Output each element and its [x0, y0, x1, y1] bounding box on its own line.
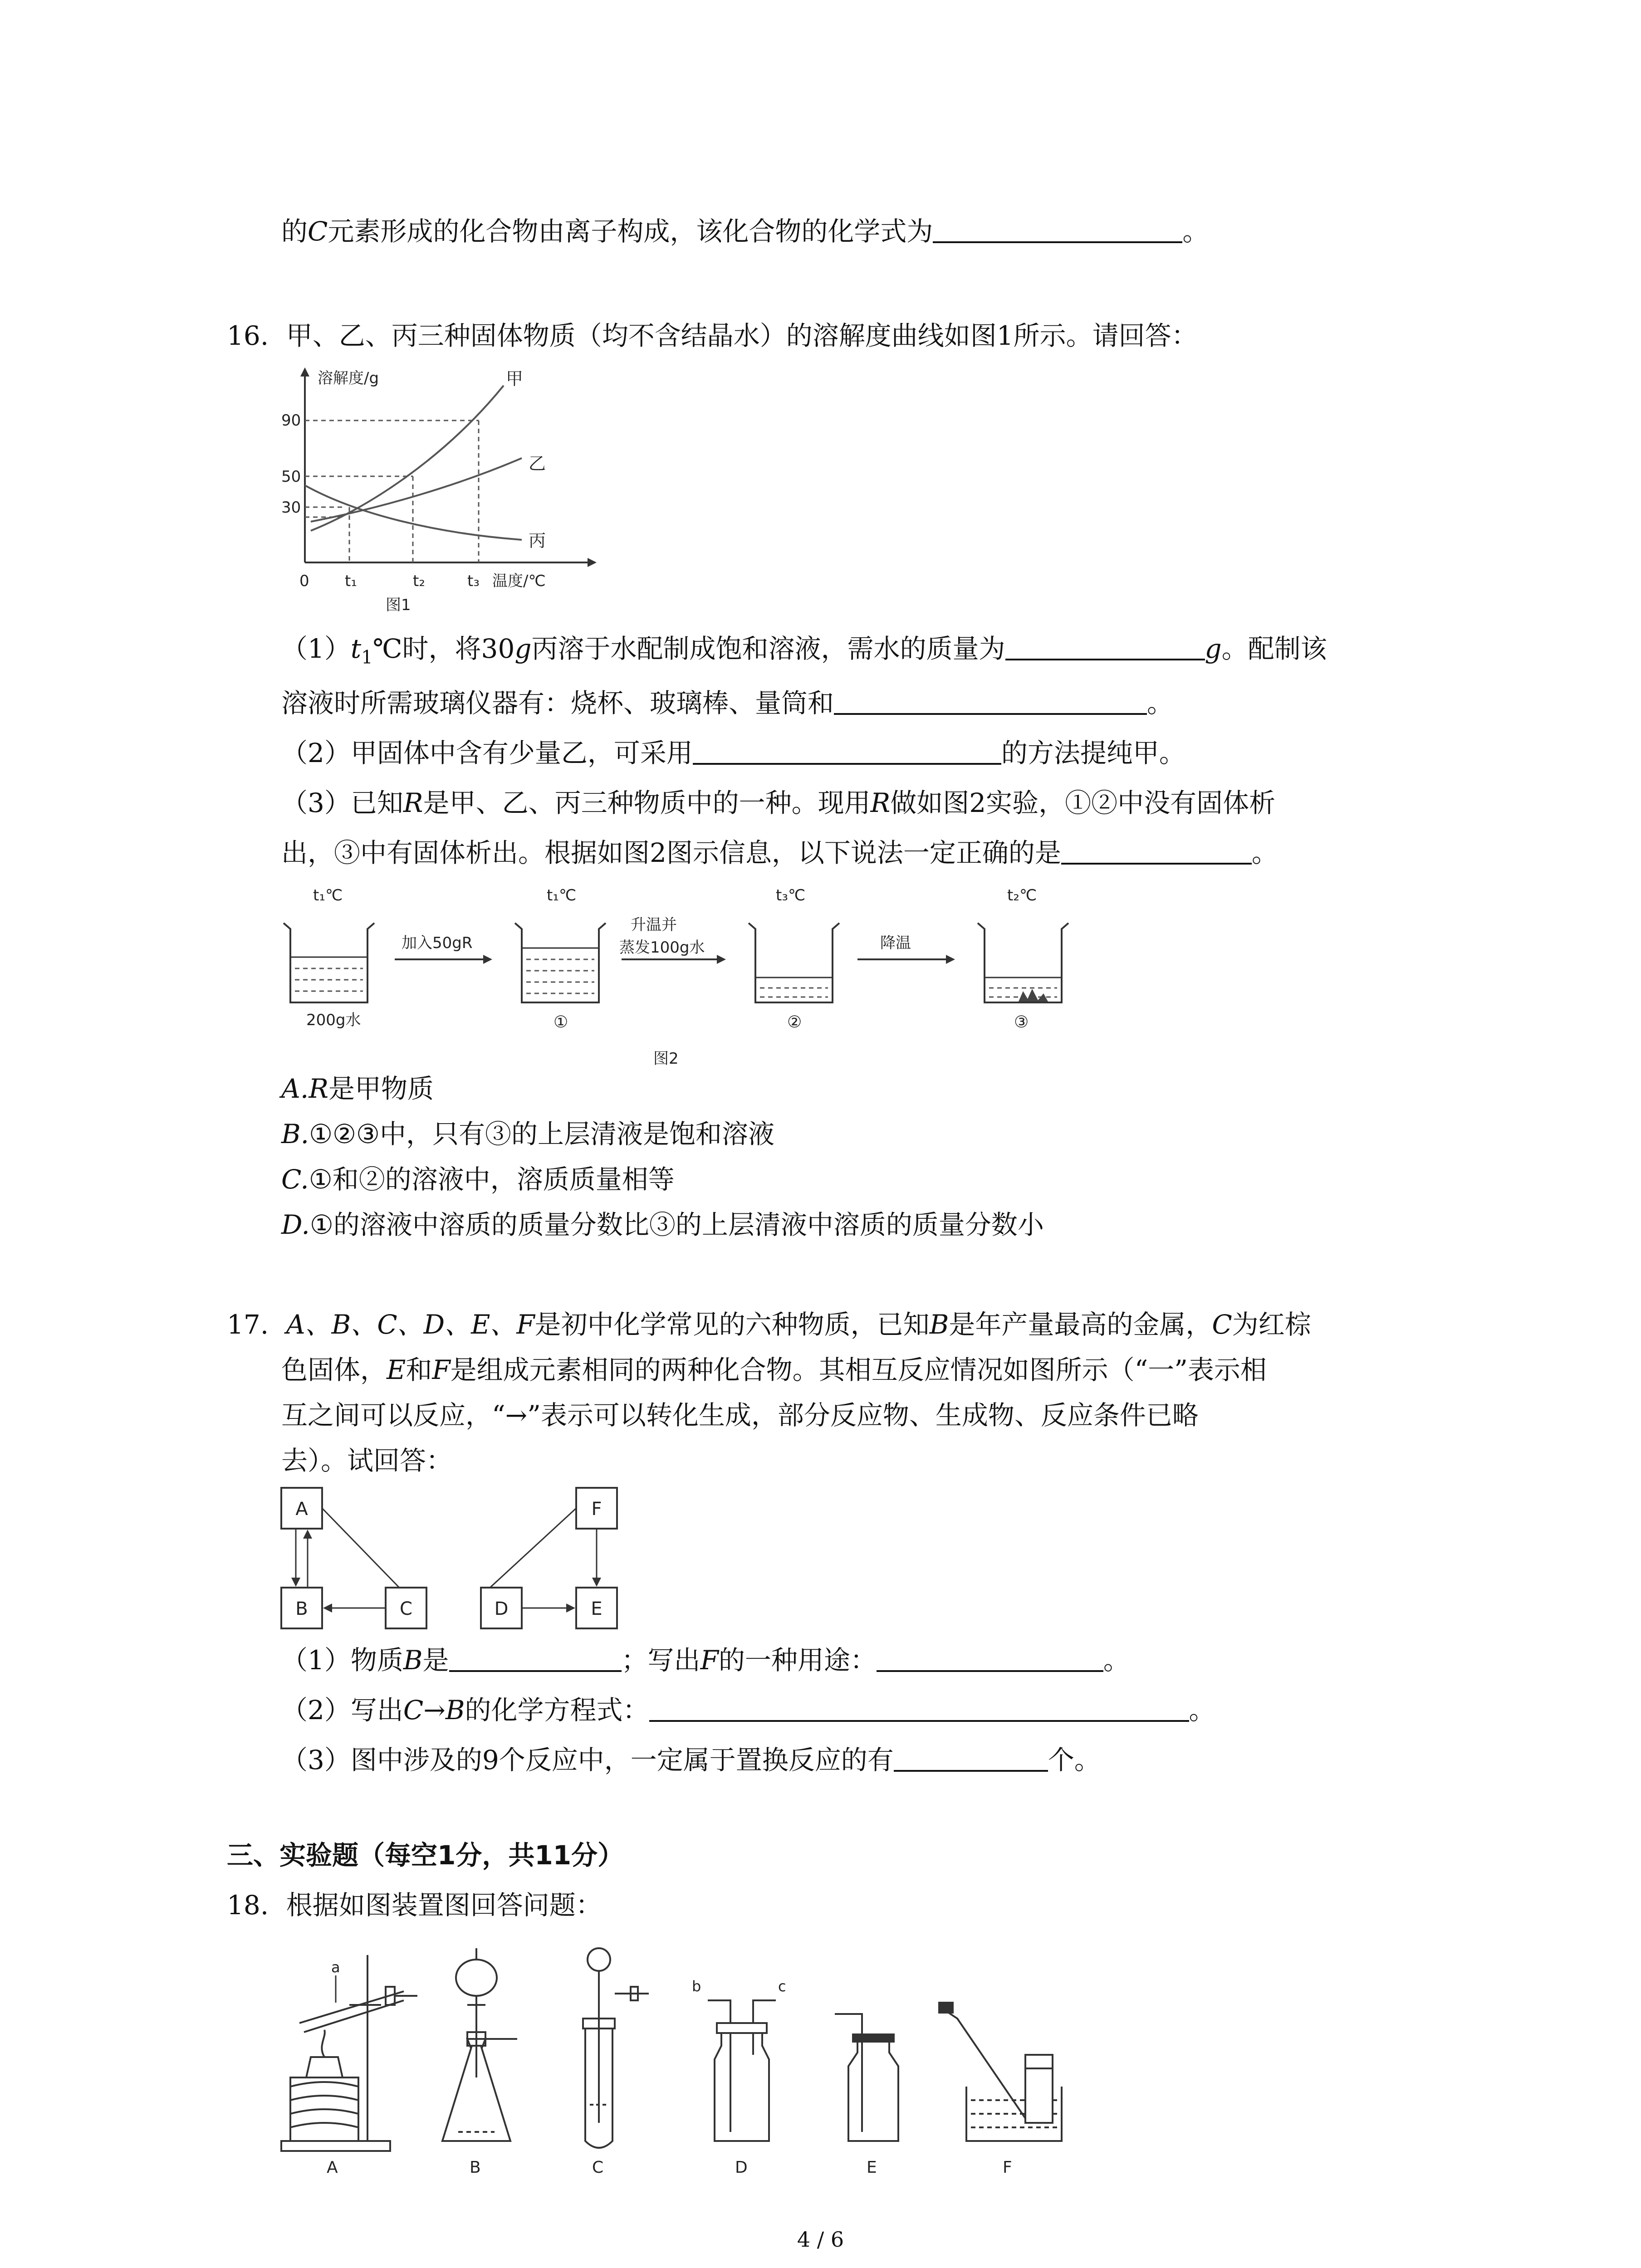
- q17-part2: [281, 1692, 1215, 1728]
- q16-p3-R: R: [870, 787, 891, 818]
- q15-end: 。: [1182, 216, 1209, 247]
- q16-p2-blank[interactable]: [693, 737, 1001, 765]
- q16-p1-label: （1）: [281, 633, 351, 664]
- apparatus-label: B: [470, 2158, 481, 2177]
- q17-p3-blank-count[interactable]: [894, 1744, 1048, 1772]
- option-letter: D.: [281, 1209, 310, 1240]
- q17-p2-text: C: [403, 1695, 424, 1725]
- q17-p1-blank-use[interactable]: [877, 1644, 1103, 1672]
- fig2-temp: t₃℃: [776, 886, 806, 904]
- q17-p2-arrow: →: [423, 1695, 446, 1725]
- q16-p1-sub: 1: [361, 647, 373, 668]
- fig1-ytick: 30: [281, 499, 301, 517]
- option-text: ①的溶液中溶质的质量分数比③的上层清液中溶质的质量分数小: [309, 1209, 1044, 1240]
- fig2-temp: t₂℃: [1007, 886, 1037, 904]
- q16-p3-end: 。: [1251, 837, 1278, 868]
- q16-p1-text: 溶液时所需玻璃仪器有：烧杯、玻璃棒、量筒和: [281, 688, 834, 719]
- apparatus-label: C: [592, 2158, 604, 2177]
- option-text: ①和②的溶液中，溶质质量相等: [309, 1164, 675, 1195]
- fig1-xtick: t₃: [467, 572, 480, 590]
- curve-jia: [311, 386, 504, 531]
- q16-p2-text: 的方法提纯甲。: [1001, 738, 1185, 768]
- apparatus-e: [835, 2014, 898, 2141]
- q17-p2-blank-equation[interactable]: [649, 1694, 1189, 1722]
- q17-text: F: [432, 1354, 451, 1385]
- node-label: C: [400, 1598, 412, 1619]
- fig2-label: ③: [1014, 1013, 1029, 1031]
- q16-p3-text: 是甲、乙、丙三种物质中的一种。现用: [423, 787, 871, 818]
- apparatus-a: [281, 1955, 417, 2151]
- fig1-ytick: 90: [281, 411, 301, 430]
- apparatus-label: A: [327, 2158, 338, 2177]
- q17-line4: [281, 1442, 452, 1479]
- option-text: 是甲物质: [328, 1073, 434, 1104]
- fig2-label: ①: [554, 1013, 568, 1031]
- q16-p3-text: 出，③中有固体析出。根据如图2图示信息，以下说法一定正确的是: [281, 837, 1061, 868]
- q17-p1-text: （1）物质: [281, 1645, 403, 1676]
- q17-p2-text: 。: [1189, 1695, 1215, 1725]
- q16-p1-text: ℃时，将30: [372, 633, 515, 664]
- q17-p1-text: 。: [1103, 1645, 1130, 1676]
- q18-stem-line: [227, 1887, 602, 1923]
- beaker-2: [749, 886, 839, 1031]
- option-letter: B.: [281, 1119, 309, 1149]
- lab-apparatus-figure: [272, 1941, 1089, 2177]
- option-R: R: [309, 1073, 328, 1104]
- q17-p1-text: F: [700, 1645, 719, 1676]
- apparatus-mark: b: [692, 1978, 701, 1995]
- q15-text: 元素形成的化合物由离子构成，该化合物的化学式为: [328, 216, 933, 247]
- q17-p1-blank-substance[interactable]: [449, 1644, 622, 1672]
- q16-stem: 甲、乙、丙三种固体物质（均不含结晶水）的溶解度曲线如图1所示。请回答：: [286, 320, 1198, 351]
- curve-yi: [311, 458, 522, 522]
- q16-p1-t: t: [350, 633, 362, 664]
- precipitate-crystals: [1019, 989, 1048, 1002]
- q16-number: 16.: [227, 320, 269, 351]
- fig1-origin: 0: [299, 572, 309, 590]
- q15-answer-blank[interactable]: [933, 215, 1182, 243]
- q17-number: 17.: [227, 1309, 269, 1340]
- q17-line2: [281, 1352, 1267, 1388]
- section-heading: 三、实验题（每空1分，共11分）: [227, 1840, 624, 1871]
- apparatus-label: F: [1003, 2158, 1012, 2177]
- q16-p2-text: （2）甲固体中含有少量乙，可采用: [281, 738, 693, 768]
- solubility-curve-figure: [277, 363, 603, 617]
- q17-p3-text: 个。: [1048, 1745, 1101, 1775]
- fig1-caption: 图1: [386, 596, 411, 614]
- q16-p1-text: 丙溶于水配制成饱和溶液，需水的质量为: [531, 633, 1005, 664]
- fig1-series-label: 乙: [529, 454, 546, 474]
- q18-stem: 根据如图装置图回答问题：: [286, 1890, 602, 1921]
- beaker-1: [515, 886, 606, 1031]
- fig2-label: ②: [787, 1013, 802, 1031]
- q17-text: 去）。试回答：: [281, 1445, 453, 1476]
- node-label: B: [295, 1598, 308, 1619]
- fig2-temp: t₁℃: [547, 886, 577, 904]
- option-text: ①②③中，只有③的上层清液是饱和溶液: [309, 1119, 775, 1149]
- q17-text: 和: [406, 1354, 432, 1385]
- apparatus-b: [442, 1948, 517, 2141]
- beaker-start: [284, 886, 374, 1029]
- q16-p3-text: 做如图2实验，①②中没有固体析: [890, 787, 1276, 818]
- fig1-ylabel: 溶解度/g: [318, 369, 379, 387]
- apparatus-f: [939, 2003, 1062, 2141]
- fig1-xtick: t₁: [345, 572, 357, 590]
- q17-p2-text: （2）写出: [281, 1695, 403, 1725]
- q15-tail-line: [281, 213, 1209, 249]
- q17-text: E: [387, 1354, 406, 1385]
- q17-text: 互之间可以反应，“→”表示可以转化生成，部分反应物、生成物、反应条件已略: [281, 1400, 1199, 1431]
- q17-text: C: [1212, 1309, 1232, 1340]
- fig2-temp: t₁℃: [313, 886, 343, 904]
- beaker-3: [978, 886, 1068, 1031]
- q16-option-a: [281, 1070, 434, 1107]
- q16-p1-blank-mass[interactable]: [1005, 632, 1205, 660]
- q16-part3-line2: [281, 835, 1278, 871]
- q17-text: 是组成元素相同的两种化合物。其相互反应情况如图所示（“一”表示相: [450, 1354, 1267, 1385]
- fig1-series-label: 甲: [506, 369, 524, 389]
- q16-option-b: [281, 1116, 774, 1152]
- q17-p1-text: 的一种用途：: [718, 1645, 877, 1676]
- q18-number: 18.: [227, 1890, 269, 1921]
- q16-p1-end: 。: [1147, 688, 1174, 719]
- q15-text: 的: [281, 216, 308, 247]
- q17-p2-text: 的化学方程式：: [465, 1695, 649, 1725]
- option-letter: A.: [281, 1073, 309, 1104]
- apparatus-c: [583, 1948, 649, 2148]
- q16-part3-line1: [281, 785, 1275, 821]
- q17-line1: [227, 1306, 1311, 1343]
- node-label: D: [494, 1598, 509, 1619]
- q16-option-c: [281, 1161, 675, 1198]
- apparatus-label: D: [735, 2158, 748, 2177]
- fig2-arrow3-label: 降温: [880, 934, 911, 952]
- apparatus-label: E: [867, 2158, 877, 2177]
- q16-p1-unit: g: [514, 633, 532, 664]
- q15-element: C: [308, 216, 328, 247]
- q17-p3-text: （3）图中涉及的9个反应中，一定属于置换反应的有: [281, 1745, 894, 1775]
- fig1-xtick: t₂: [413, 572, 425, 590]
- fig2-arrow2-top: 升温并: [631, 916, 677, 934]
- apparatus-mark: c: [778, 1978, 786, 1995]
- fig2-caption: 图2: [653, 1050, 679, 1068]
- q16-p3-text: （3）已知: [281, 787, 403, 818]
- q17-text: 为红棕: [1232, 1309, 1311, 1340]
- node-label: E: [591, 1598, 603, 1619]
- q17-p2-text: B: [445, 1695, 465, 1725]
- q17-p1-text: ；写出: [621, 1645, 700, 1676]
- fig2-arrow2-bottom: 蒸发100g水: [619, 938, 705, 957]
- q17-line3: [281, 1397, 1199, 1433]
- node-label: F: [591, 1499, 602, 1520]
- q16-option-d: [281, 1207, 1044, 1243]
- q16-p1-blank-instrument[interactable]: [834, 687, 1147, 715]
- node-label: A: [295, 1499, 308, 1520]
- q17-part3: [281, 1742, 1101, 1778]
- reaction-relationship-diagram: [277, 1483, 640, 1633]
- fig1-xlabel: 温度/℃: [492, 572, 546, 590]
- q16-p1-unit: g: [1205, 633, 1222, 664]
- page-number: 4 / 6: [797, 2227, 844, 2252]
- q16-part1-line2: [281, 685, 1173, 721]
- q16-stem-line: [227, 318, 1198, 354]
- q17-p1-text: 是: [422, 1645, 449, 1676]
- q16-p1-text: 。配制该: [1221, 633, 1327, 664]
- fig2-water-label: 200g水: [306, 1011, 361, 1029]
- q16-p3-R: R: [403, 787, 423, 818]
- option-letter: C.: [281, 1164, 309, 1195]
- q17-text: B: [929, 1309, 949, 1340]
- q17-part1: [281, 1642, 1130, 1678]
- fig2-arrow1-label: 加入50gR: [402, 934, 473, 952]
- q17-text: 色固体，: [281, 1354, 387, 1385]
- q16-part2-line: [281, 735, 1185, 771]
- apparatus-mark: a: [331, 1959, 340, 1976]
- q16-p3-blank[interactable]: [1061, 836, 1252, 865]
- fig1-ytick: 50: [281, 468, 301, 486]
- q16-part1-line1: [281, 631, 1327, 676]
- q17-text: A、B、C、D、E、F: [286, 1309, 535, 1340]
- q17-text: 是年产量最高的金属，: [949, 1309, 1212, 1340]
- fig1-series-label: 丙: [529, 531, 546, 551]
- apparatus-d: [708, 2000, 776, 2141]
- q17-text: 是初中化学常见的六种物质，已知: [534, 1309, 930, 1340]
- q17-p1-text: B: [403, 1645, 423, 1676]
- experiment-figure-2: [272, 880, 1134, 1070]
